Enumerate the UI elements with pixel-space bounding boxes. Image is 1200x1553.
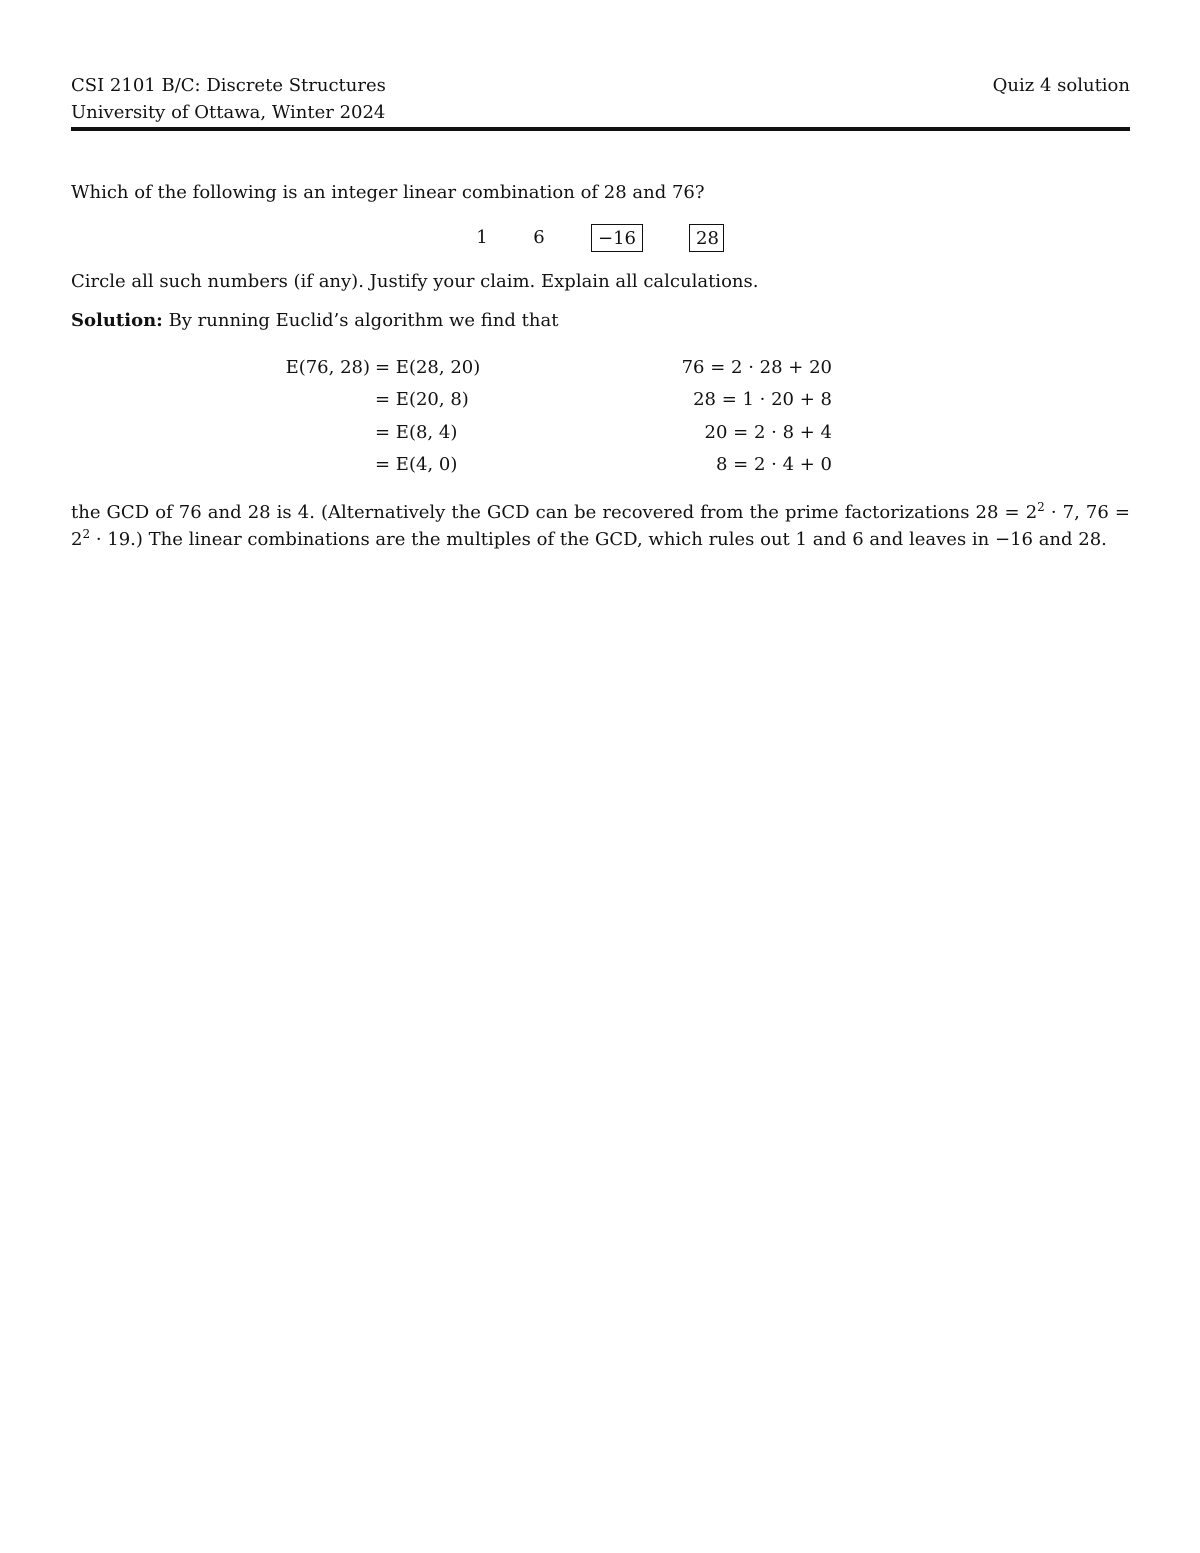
header-line-1: [71, 72, 1130, 99]
option-2: 6: [533, 227, 545, 248]
instruction-text: Circle all such numbers (if any). Justify your claim. Explain all calculations.: [71, 271, 759, 292]
solution-intro: [71, 308, 558, 334]
conclusion-part-1: the GCD of 76 and 28 is 4. (Alternatively the GCD can be recovered from the prime factorizations 28 = 2: [71, 502, 1038, 523]
question-text: Which of the following is an integer linear combination of 28 and 76?: [71, 182, 705, 203]
euclid-lhs: E(76, 28): [285, 357, 370, 378]
euclid-step-4: [0, 451, 1200, 479]
conclusion-paragraph: [71, 499, 1130, 553]
exponent-2: 2: [82, 527, 91, 541]
header-line-2: [71, 99, 1130, 126]
solution-intro-text: By running Euclid’s algorithm we find that: [168, 310, 559, 331]
header-rule: [71, 127, 1130, 131]
euclid-rhs: = E(28, 20): [375, 357, 481, 378]
conclusion-part-3: · 19.) The linear combinations are the multiples of the GCD, which rules out 1 and 6 and leaves in −16 and 28.: [95, 529, 1107, 550]
euclid-rhs: = E(4, 0): [375, 454, 458, 475]
conclusion-part-2: · 7, 76 = 2: [71, 502, 1130, 550]
option-1: 1: [476, 227, 488, 248]
solution-label: Solution:: [71, 310, 163, 331]
division-equation: 20 = 2 · 8 + 4: [704, 422, 832, 443]
euclid-step-3: [0, 419, 1200, 447]
document-title: Quiz 4 solution: [992, 75, 1130, 96]
euclid-rhs: = E(8, 4): [375, 422, 458, 443]
euclid-step-2: [0, 386, 1200, 414]
institution: University of Ottawa, Winter 2024: [71, 102, 386, 123]
course-title: CSI 2101 B/C: Discrete Structures: [71, 75, 386, 96]
euclid-step-1: [0, 354, 1200, 382]
division-equation: 8 = 2 · 4 + 0: [715, 454, 832, 475]
answer-options: [0, 224, 1200, 254]
euclid-rhs: = E(20, 8): [375, 389, 469, 410]
option-4-boxed: 28: [689, 224, 724, 252]
division-equation: 76 = 2 · 28 + 20: [681, 357, 832, 378]
page-header: [71, 72, 1130, 126]
division-equation: 28 = 1 · 20 + 8: [693, 389, 832, 410]
exponent-1: 2: [1037, 500, 1045, 514]
option-3-boxed: −16: [591, 224, 643, 252]
